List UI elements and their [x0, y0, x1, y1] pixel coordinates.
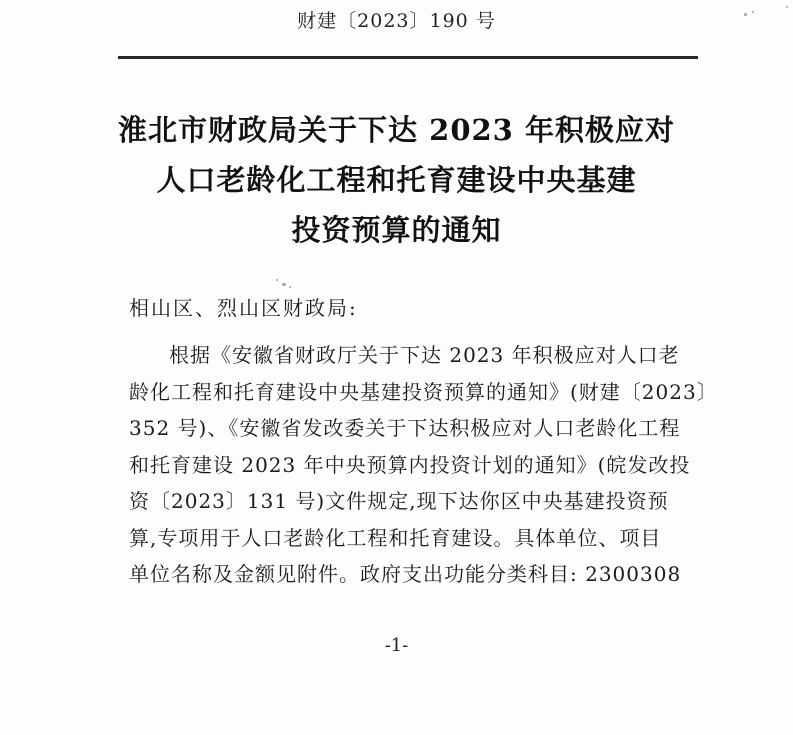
scan-speck — [289, 286, 291, 288]
body-line: 单位名称及金额见附件。政府支出功能分类科目: 2300308 — [129, 562, 682, 586]
body-line: 352 号)、《安徽省发改委关于下达积极应对人口老龄化工程 — [129, 416, 681, 440]
title-line: 投资预算的通知 — [291, 213, 502, 247]
body-line: 龄化工程和托育建设中央基建投资预算的通知》(财建〔2023〕 — [129, 379, 718, 404]
page-number: -1- — [384, 635, 409, 656]
body-line: 和托育建设 2023 年中央预算内投资计划的通知》(皖发改投 — [129, 452, 691, 477]
scan-speck — [282, 283, 286, 286]
body-line: 算,专项用于人口老龄化工程和托育建设。具体单位、项目 — [129, 525, 662, 550]
addressee: 相山区、烈山区财政局: — [129, 296, 358, 320]
scan-speck — [752, 11, 754, 13]
body-line: 根据《安徽省财政厅关于下达 2023 年积极应对人口老 — [169, 343, 680, 367]
title-line: 淮北市财政局关于下达 2023 年积极应对 — [118, 113, 675, 147]
document-title — [0, 105, 793, 255]
scan-speck — [744, 13, 747, 16]
title-line: 人口老龄化工程和托育建设中央基建 — [156, 163, 637, 197]
body-text — [129, 337, 718, 593]
header-divider — [118, 56, 698, 59]
body-line: 资〔2023〕131 号)文件规定,现下达你区中央基建投资预 — [129, 489, 669, 513]
document-number: 财建〔2023〕190 号 — [297, 10, 496, 32]
scan-speck — [786, 6, 788, 8]
scan-speck — [276, 279, 278, 281]
